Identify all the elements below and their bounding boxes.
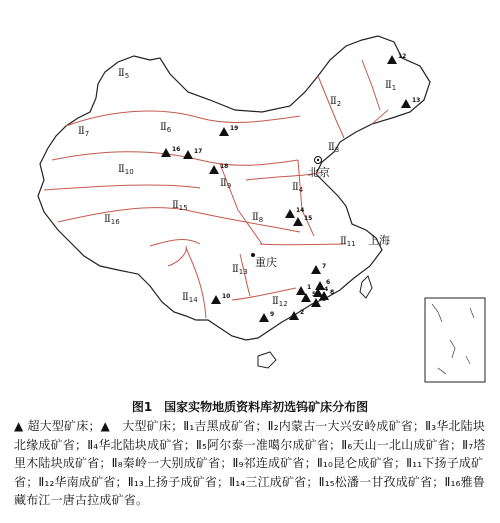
deposit-marker-17	[183, 148, 202, 159]
province-label-ii13: $Ⅱ_{13}$	[232, 264, 248, 276]
province-label-ii6: $Ⅱ_6$	[160, 122, 172, 134]
deposit-triangle-icon	[161, 148, 171, 157]
deposit-number-label: 18	[220, 163, 229, 170]
figure-caption: 图1 国家实物地质资料库初选钨矿床分布图	[131, 400, 369, 414]
province-label-ii11: $Ⅱ_{11}$	[340, 236, 356, 248]
deposit-triangle-icon	[387, 55, 397, 64]
china-outline	[38, 36, 430, 340]
deposit-triangle-icon	[209, 165, 219, 174]
deposit-number-label: 9	[270, 311, 275, 318]
deposit-number-label: 10	[222, 293, 231, 300]
province-label-ii16: $Ⅱ_{16}$	[104, 214, 120, 226]
deposit-marker-12	[387, 53, 406, 64]
deposit-triangle-icon	[289, 311, 299, 320]
province-label-ii9: $Ⅱ_9$	[220, 178, 232, 190]
province-label-ii8: $Ⅱ_8$	[252, 212, 264, 224]
deposit-triangle-icon	[401, 99, 411, 108]
taiwan-island	[360, 276, 372, 298]
deposit-number-label: 14	[296, 207, 305, 214]
deposit-number-label: 2	[300, 309, 305, 316]
deposit-marker-2	[289, 309, 304, 320]
deposit-triangle-icon	[183, 150, 193, 159]
deposit-marker-9	[259, 311, 274, 322]
province-label-ii15: $Ⅱ_{15}$	[172, 200, 188, 212]
deposit-triangle-icon	[259, 313, 269, 322]
deposit-triangle-icon	[311, 265, 321, 274]
province-label-ii1: $Ⅱ_1$	[385, 80, 397, 92]
deposit-number-label: 7	[322, 263, 327, 270]
province-label-ii7: $Ⅱ_7$	[78, 126, 90, 138]
beijing-marker	[315, 157, 322, 164]
deposit-triangle-icon	[296, 286, 306, 295]
city-label-shanghai: 上海	[368, 234, 390, 247]
deposit-number-label: 13	[412, 97, 421, 104]
map-legend: ▲ 超大型矿床；▲ 大型矿床；Ⅱ₁吉黑成矿省；Ⅱ₂内蒙古一大兴安岭成矿省；Ⅱ₃华北陆块北缘成矿省；Ⅱ₄华北陆块成矿省；Ⅱ₅阿尔泰一准噶尔成矿省；Ⅱ₆天山一北山成矿省；Ⅱ₇塔里木陆块成矿省；Ⅱ₈秦岭一大别成矿省；Ⅱ₉祁连成矿省；Ⅱ₁₀昆仑成矿省；Ⅱ₁₁下扬子成矿省；Ⅱ₁₂华南成矿省；Ⅱ₁₃上扬子成矿省；Ⅱ₁₄三江成矿省；Ⅱ₁₅松潘一甘孜成矿省；Ⅱ₁₆雅鲁藏布江一唐古拉成矿省。	[14, 419, 486, 508]
province-label-ii4: $Ⅱ_4$	[292, 182, 304, 194]
province-label-ii3: $Ⅱ_3$	[328, 142, 340, 154]
deposit-marker-14	[285, 207, 304, 218]
south-china-sea-inset	[425, 298, 485, 382]
province-label-ii12: $Ⅱ_{12}$	[272, 296, 288, 308]
deposit-marker-1	[296, 284, 311, 295]
deposit-number-label: 8	[330, 289, 335, 296]
city-label-beijing: 北京	[308, 166, 330, 179]
deposit-triangle-icon	[293, 217, 303, 226]
deposit-number-label: 5	[312, 291, 317, 298]
deposit-number-label: 4	[324, 286, 329, 293]
deposit-triangle-icon	[211, 295, 221, 304]
deposit-marker-10	[211, 293, 230, 304]
deposit-number-label: 1	[307, 284, 312, 291]
province-label-ii14: $Ⅱ_{14}$	[182, 292, 198, 304]
deposit-number-label: 17	[194, 148, 203, 155]
deposit-triangle-icon	[219, 127, 229, 136]
deposit-number-label: 12	[398, 53, 407, 60]
deposit-number-label: 19	[230, 125, 239, 132]
deposit-triangle-icon	[285, 209, 295, 218]
deposit-number-label: 16	[172, 146, 181, 153]
deposit-marker-7	[311, 263, 326, 274]
province-label-ii2: $Ⅱ_2$	[330, 96, 342, 108]
deposit-marker-19	[219, 125, 238, 136]
province-label-ii5: $Ⅱ_5$	[118, 68, 130, 80]
hainan-island	[258, 352, 276, 368]
city-label-chongqing: 重庆	[255, 256, 277, 269]
deposit-number-label: 6	[326, 279, 331, 286]
deposit-marker-18	[209, 163, 228, 174]
province-label-ii10: $Ⅱ_{10}$	[118, 164, 134, 176]
deposit-marker-15	[293, 215, 312, 226]
deposit-number-label: 15	[304, 215, 313, 222]
inset-islands	[432, 304, 474, 374]
